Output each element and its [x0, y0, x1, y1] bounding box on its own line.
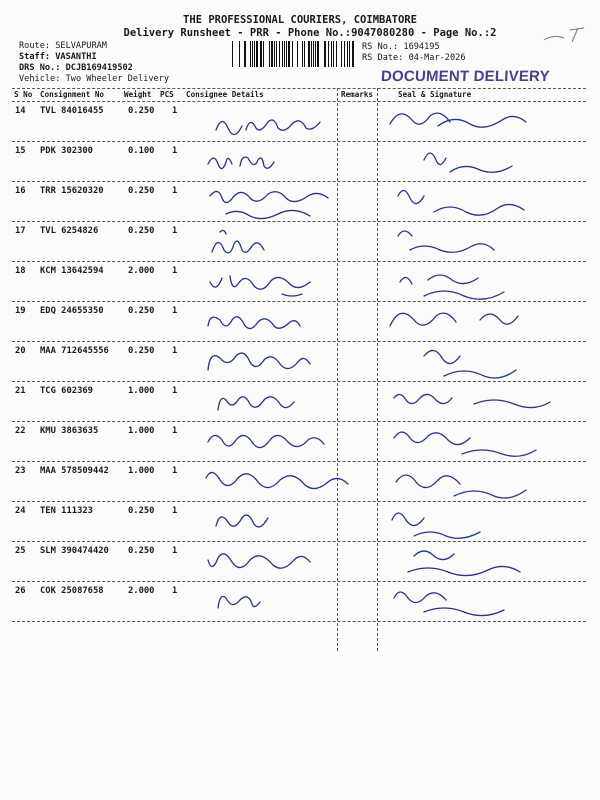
- cell-weight: 1.000: [128, 466, 155, 476]
- route-line: [19, 41, 107, 51]
- barcode-bar: [344, 41, 345, 67]
- table-row: [12, 262, 586, 302]
- recipient-signature: [384, 262, 574, 304]
- staff-value: VASANTHI: [55, 52, 97, 62]
- cell-pcs: 1: [172, 386, 178, 396]
- consignee-handwriting-stroke: [210, 191, 328, 218]
- route-label: Route:: [19, 41, 51, 51]
- consignee-handwriting-stroke: [216, 515, 268, 527]
- barcode-bar: [315, 41, 316, 67]
- row-divider: [12, 621, 586, 622]
- cell-weight: 0.250: [128, 506, 155, 516]
- barcode-bar: [256, 41, 258, 67]
- consignee-handwriting-stroke: [206, 472, 348, 488]
- drs-line: [19, 63, 133, 73]
- cell-weight: 0.250: [128, 306, 155, 316]
- recipient-signature: [384, 102, 574, 144]
- cell-consignment: TVL 6254826: [40, 226, 99, 236]
- col-head-sno: S No: [14, 90, 33, 99]
- barcode-bar: [341, 41, 342, 67]
- barcode-bar: [328, 41, 329, 67]
- cell-consignment: TRR 15620320: [40, 186, 104, 196]
- recipient-signature-stroke: [408, 551, 520, 576]
- table-row: [12, 302, 586, 342]
- barcode-bar: [308, 41, 310, 67]
- recipient-signature: [384, 542, 574, 584]
- cell-consignment: MAA 712645556: [40, 346, 109, 356]
- barcode-bar: [271, 41, 273, 67]
- barcode-bar: [292, 41, 293, 67]
- barcode-bar: [260, 41, 262, 67]
- consignee-handwriting: [198, 264, 348, 304]
- recipient-signature-stroke: [424, 350, 516, 378]
- cell-weight: 2.000: [128, 266, 155, 276]
- barcode-bar: [286, 41, 287, 67]
- table-row: [12, 182, 586, 222]
- consignee-handwriting: [198, 304, 348, 344]
- barcode-bar: [288, 41, 290, 67]
- col-head-pcs: PCS: [160, 90, 174, 99]
- header-top-rule: [12, 88, 586, 89]
- cell-pcs: 1: [172, 506, 178, 516]
- recipient-signature-stroke: [398, 190, 524, 215]
- barcode-bar: [331, 41, 332, 67]
- cell-pcs: 1: [172, 306, 178, 316]
- cell-pcs: 1: [172, 586, 178, 596]
- cell-sno: 23: [15, 466, 26, 476]
- table-row: [12, 222, 586, 262]
- table-row: [12, 102, 586, 142]
- table-row: [12, 422, 586, 462]
- consignee-handwriting: [198, 464, 348, 504]
- cell-weight: 1.000: [128, 386, 155, 396]
- barcode-image: [232, 41, 356, 67]
- recipient-signature-stroke: [394, 592, 504, 616]
- consignee-handwriting-stroke: [218, 596, 260, 608]
- staff-line: [19, 52, 97, 62]
- cell-sno: 20: [15, 346, 26, 356]
- barcode-bar: [336, 41, 337, 67]
- cell-consignment: MAA 578509442: [40, 466, 109, 476]
- consignee-handwriting: [198, 544, 348, 584]
- barcode-bar: [349, 41, 350, 67]
- cell-sno: 18: [15, 266, 26, 276]
- consignee-handwriting: [198, 144, 348, 184]
- cell-weight: 0.250: [128, 106, 155, 116]
- consignee-handwriting: [198, 184, 348, 224]
- recipient-signature-stroke: [394, 432, 536, 456]
- rs-date-label: RS Date:: [362, 53, 404, 63]
- drs-value: DCJB169419502: [65, 63, 133, 73]
- barcode-bar: [279, 41, 280, 67]
- barcode-bar: [333, 41, 334, 67]
- recipient-signature: [384, 222, 574, 264]
- recipient-signature: [384, 342, 574, 384]
- recipient-signature-stroke: [392, 513, 480, 538]
- cell-consignment: TCG 602369: [40, 386, 93, 396]
- barcode-bar: [311, 41, 312, 67]
- recipient-signature: [384, 142, 574, 184]
- rs-no-line: [362, 42, 440, 52]
- cell-consignment: TVL 84016455: [40, 106, 104, 116]
- consignee-handwriting: [198, 344, 348, 384]
- col-head-remarks: Remarks: [341, 90, 374, 99]
- consignee-handwriting: [198, 104, 348, 144]
- barcode-bar: [269, 41, 270, 67]
- consignee-handwriting-stroke: [216, 120, 320, 135]
- barcode-bar: [252, 41, 253, 67]
- cell-weight: 0.250: [128, 346, 155, 356]
- cell-weight: 2.000: [128, 586, 155, 596]
- barcode-bar: [284, 41, 285, 67]
- vehicle-value: Two Wheeler Delivery: [65, 74, 170, 84]
- consignee-handwriting-stroke: [208, 353, 310, 370]
- corner-pen-mark: [540, 24, 590, 46]
- consignee-handwriting-stroke: [208, 317, 300, 329]
- barcode-bar: [250, 41, 251, 67]
- recipient-signature-stroke: [390, 113, 526, 127]
- recipient-signature-stroke: [396, 475, 526, 498]
- cell-consignment: TEN 111323: [40, 506, 93, 516]
- col-head-consignment: Consignment No: [40, 90, 105, 99]
- table-row: [12, 582, 586, 622]
- cell-sno: 16: [15, 186, 26, 196]
- cell-sno: 25: [15, 546, 26, 556]
- barcode-bar: [304, 41, 305, 67]
- cell-pcs: 1: [172, 186, 178, 196]
- recipient-signature: [384, 462, 574, 504]
- consignee-handwriting: [198, 584, 348, 624]
- consignee-handwriting-stroke: [210, 276, 310, 296]
- drs-label: DRS No.:: [19, 63, 61, 73]
- consignee-handwriting-stroke: [208, 554, 310, 568]
- vehicle-line: [19, 74, 169, 84]
- recipient-signature-stroke: [390, 313, 518, 326]
- recipient-signature: [384, 422, 574, 464]
- barcode-bar: [282, 41, 283, 67]
- recipient-signature: [384, 302, 574, 344]
- barcode-bar: [313, 41, 314, 67]
- cell-sno: 22: [15, 426, 26, 436]
- cell-pcs: 1: [172, 466, 178, 476]
- table-row: [12, 382, 586, 422]
- cell-weight: 1.000: [128, 426, 155, 436]
- consignee-handwriting: [198, 504, 348, 544]
- cell-pcs: 1: [172, 266, 178, 276]
- document-delivery-stamp: DOCUMENT DELIVERY: [380, 68, 551, 85]
- consignee-handwriting-stroke: [218, 397, 294, 410]
- barcode-bar: [244, 41, 246, 67]
- company-title: THE PROFESSIONAL COURIERS, COIMBATORE: [183, 14, 417, 26]
- barcode-bar: [232, 41, 233, 67]
- recipient-signature-stroke: [424, 153, 512, 172]
- rs-date-value: 04-Mar-2026: [408, 53, 466, 63]
- rs-no-label: RS No.:: [362, 42, 399, 52]
- cell-consignment: PDK 302300: [40, 146, 93, 156]
- cell-consignment: COK 25087658: [40, 586, 104, 596]
- barcode-bar: [297, 41, 298, 67]
- cell-weight: 0.250: [128, 186, 155, 196]
- consignee-handwriting-stroke: [212, 230, 264, 253]
- cell-sno: 19: [15, 306, 26, 316]
- rs-no-value: 1694195: [403, 42, 440, 52]
- cell-weight: 0.100: [128, 146, 155, 156]
- barcode-bar: [352, 41, 354, 67]
- consignee-handwriting: [198, 424, 348, 464]
- table-row: [12, 462, 586, 502]
- rs-date-line: [362, 53, 466, 63]
- route-value: SELVAPURAM: [55, 41, 107, 51]
- cell-sno: 24: [15, 506, 26, 516]
- runsheet-subtitle: Delivery Runsheet - PRR - Phone No.:9047080280 - Page No.:2: [123, 27, 497, 39]
- vehicle-label: Vehicle:: [19, 74, 61, 84]
- col-head-consignee: Consignee Details: [186, 90, 264, 99]
- cell-pcs: 1: [172, 106, 178, 116]
- cell-sno: 26: [15, 586, 26, 596]
- cell-pcs: 1: [172, 146, 178, 156]
- recipient-signature: [384, 182, 574, 224]
- consignee-handwriting-stroke: [208, 157, 274, 169]
- recipient-signature-stroke: [398, 231, 494, 252]
- cell-sno: 15: [15, 146, 26, 156]
- cell-consignment: KMU 3863635: [40, 426, 99, 436]
- barcode-bar: [276, 41, 277, 67]
- consignee-handwriting-stroke: [208, 435, 324, 447]
- cell-sno: 17: [15, 226, 26, 236]
- barcode-bar: [302, 41, 303, 67]
- table-row: [12, 142, 586, 182]
- cell-consignment: SLM 390474420: [40, 546, 109, 556]
- cell-sno: 14: [15, 106, 26, 116]
- recipient-signature-stroke: [394, 394, 550, 407]
- col-head-seal: Seal & Signature: [398, 90, 472, 99]
- cell-pcs: 1: [172, 226, 178, 236]
- barcode-bar: [317, 41, 319, 67]
- cell-pcs: 1: [172, 546, 178, 556]
- cell-sno: 21: [15, 386, 26, 396]
- consignee-handwriting: [198, 224, 348, 264]
- barcode-bar: [254, 41, 255, 67]
- cell-pcs: 1: [172, 426, 178, 436]
- table-row: [12, 502, 586, 542]
- recipient-signature-stroke: [400, 275, 504, 299]
- barcode-bar: [263, 41, 264, 67]
- cell-weight: 0.250: [128, 546, 155, 556]
- barcode-bar: [239, 41, 240, 67]
- staff-label: Staff:: [19, 52, 51, 62]
- table-row: [12, 542, 586, 582]
- barcode-bar: [274, 41, 275, 67]
- table-row: [12, 342, 586, 382]
- recipient-signature: [384, 582, 574, 624]
- consignee-handwriting: [198, 384, 348, 424]
- barcode-bar: [347, 41, 348, 67]
- barcode-bar: [324, 41, 326, 67]
- cell-consignment: KCM 13642594: [40, 266, 104, 276]
- cell-weight: 0.250: [128, 226, 155, 236]
- recipient-signature: [384, 502, 574, 544]
- col-head-weight: Weight: [124, 90, 152, 99]
- cell-consignment: EDQ 24655350: [40, 306, 104, 316]
- recipient-signature: [384, 382, 574, 424]
- cell-pcs: 1: [172, 346, 178, 356]
